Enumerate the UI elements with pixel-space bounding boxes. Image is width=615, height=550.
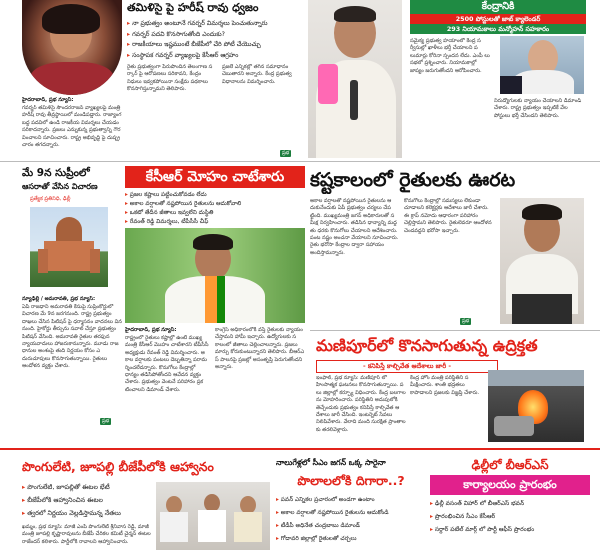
tamilisai-body-col2: రైతు ప్రభుత్వంగా పేరుపొందిన తెలంగాణ సర్కార్ పై ఆరోపణలు సరికావని, కేంద్రం నిధులు ఇవ్వకపోయినా సంక్షేమ పథకాలు కొనసాగిస్తున్నామని తెలిపారు. (127, 64, 213, 93)
sc-dateline: న్యూఢిల్లీ / అమరావతి, ప్రభ న్యూస్: (22, 296, 96, 302)
prabha-badge: ప్రభ (282, 150, 290, 156)
prabha-badge: ప్రభ (102, 418, 110, 424)
bullet-2: ▸ అకాల వర్షాలతో నష్టపోయిన రైతులను ఆదుకోవాలి (125, 200, 305, 209)
jagan-photo (500, 198, 584, 324)
bullet-2: ▸ ప్రారంభించిన సీఎం కేసీఆర్ (430, 510, 590, 523)
bullet-2: ▸ అకాల వర్షాలతో నష్టపోయిన రైతులను ఆదుకోండి (276, 507, 426, 520)
revanth-reddy-photo (125, 228, 305, 323)
bullet-1: ▸ పవన్ ఎన్నికల ప్రచారంలో అండగా ఉంటాం (276, 494, 426, 507)
bullet-3: ▸ త్వరలో నిర్ణయం వెల్లడిస్తామన్న నేతలు (22, 507, 152, 520)
bullet-1: ▸ నా ప్రభుత్వం అంటూనే గవర్నర్ విమర్శలు పెంచుతున్నారు (127, 19, 307, 30)
jagan-headline-1: నాలుగేళ్లలో సీఎం జగన్ ఒక్క సారైనా (276, 458, 386, 467)
ponguleti-meeting-photo (156, 482, 270, 550)
bullet-4: ▸ రేవంత్ రెడ్డి విమర్శలు, టీపీసీసీ చీఫ్ (125, 218, 305, 227)
ponguleti-headline: పొంగులేటి, జూపల్లి బీజేపీలోకి ఆహ్వానం (22, 459, 214, 474)
brs-headline-1: ఢిల్లీలో బీఆర్ఎస్ (471, 458, 549, 472)
bullet-1: ▸ ప్రజల కష్టాలు పట్టించుకోవడం లేదు (125, 191, 305, 200)
ponguleti-bullets (22, 481, 152, 520)
farmers-headline: కష్టకాలంలో రైతులకు ఊరట (310, 169, 516, 191)
bullet-4: ▸ సంస్థాపక గవర్నర్ వ్యాఖ్యలపై కేసీఆర్ ఆగ్రహం (127, 51, 307, 62)
sc-tag: ప్రత్యేక ప్రతినిధి, ఢిల్లీ (30, 196, 71, 202)
kcr-bullets (125, 191, 305, 227)
bullet-4: ▸ గోదావరి జిల్లాల్లో రైతులతో చర్చలు (276, 533, 426, 546)
ponguleti-body: ఖమ్మం, ప్రభ న్యూస్: మాజీ ఎంపీ పొంగులేటి శ్రీనివాస రెడ్డి, మాజీ మంత్రి జూపల్లి కృష్ణారావులను బీజేపీ చేరికల కమిటీ చైర్మన్ ఈటల రాజేందర్ కలిశారు. పార్టీలోకి రావాలని ఆహ్వానించారు. (22, 524, 151, 545)
manipur-body-col2: కేంద్ర హోం మంత్రి పరిస్థితిని సమీక్షించారు. శాంతి భద్రతలు కాపాడాలని ప్రజలకు విజ్ఞప్తి చేశారు. (410, 375, 480, 396)
sc-body: ఏపీ రాజధాని అమరావతి కేసుపై సుప్రీంకోర్టులో విచారణ మే 9న జరగనుంది. రాష్ట్ర ప్రభుత్వం దాఖలు చేసిన పిటిషన్ పై ధర్మాసనం వాదనలు విననుంది. హైకోర్టు తీర్పును సవాల్ చేస్తూ ప్రభుత్వం పిటిషన్ వేసింది. అమరావతి రైతుల తరఫున న్యాయవాదులు హాజరుకానున్నారు. మూడు రాజధానుల అంశంపై తుది నిర్ణయం కోసం ఎదురుచూపులు కొనసాగుతున్నాయి. రైతులు ఆందోళన వ్యక్తం చేశారు. (22, 304, 122, 370)
top-right-body-col1: సమైక్య ప్రభుత్వ హయాంలో కేంద్ర సర్వీసుల్లో ఖాళీలు భర్తీ చేయాలని పలుమార్లు కోరినా స్పందన లేదు. ఎంపీ లు సభలో ప్రశ్నించారు. నియామకాల్లో జాప్యం జరుగుతోందని ఆరోపించారు. (410, 38, 490, 74)
kcr-headline: కేసీఆర్ మోహం చాటేశారు (125, 166, 305, 188)
bullet-1: ▸ పొంగులేటి, జూపల్లితో ఈటల భేటీ (22, 481, 152, 494)
bullet-3: ▸ రాజకీయాలు ఇష్టముంటే బీజేపీలో చేరి పోటీ చేయొచ్చు (127, 40, 307, 51)
bullet-2: ▸ బీజేపీలోకి ఆహ్వానించిన ఈటల (22, 494, 152, 507)
top-right-body-col2: నిరుద్యోగులకు న్యాయం చేయాలని డిమాండ్ చేశారు. రాష్ట్ర ప్రభుత్వం ఇప్పటికే వేల పోస్టులు భర్తీ చేసిందని తెలిపారు. (494, 98, 582, 119)
jagan-bullets (276, 494, 426, 546)
sc-sub: ఆసరాతో వేసిన విచారణ (22, 182, 98, 191)
sc-headline: మే 9న సుప్రీంలో (22, 167, 90, 179)
brs-bullets (430, 497, 590, 536)
manipur-body-col1: ఇంఫాల్, ప్రభ న్యూస్: మణిపూర్ లో హింసాత్మక ఘటనలు కొనసాగుతున్నాయి. పలు జిల్లాల్లో కర్ఫ్యూ విధించారు. కేంద్ర బలగాలను మోహరించారు. పరిస్థితిని అదుపులోకి తెచ్చేందుకు ప్రభుత్వం కనిపిస్తే కాల్చివేత ఆదేశాలు జారీ చేసింది. ఇంటర్నెట్ సేవలు నిలిపివేశారు. వేలాది మంది సురక్షిత ప్రాంతాలకు తరలివెళ్లారు. (316, 375, 406, 433)
top-right-sub2: 293 నియామకాలు మన్మోహన్ సహకారం (410, 24, 586, 34)
brs-headline-2: కార్యాలయం ప్రారంభం (430, 475, 590, 495)
tamilisai-dateline: హైదరాబాద్, ప్రభ న్యూస్: (22, 97, 74, 103)
manipur-headline: మణిపూర్‌లో కొనసాగుతున్న ఉద్రిక్తత (316, 336, 538, 355)
tamilisai-photo (22, 0, 122, 95)
bullet-1: ▸ ఢిల్లీ వసంత్ విహార్ లో బీఆర్ఎస్ భవన్ (430, 497, 590, 510)
manipur-sub: - కనిపిస్తే కాల్చివేత ఆదేశాలు జారీ - (316, 360, 498, 373)
manipur-fire-photo (488, 370, 584, 442)
farmers-body-col2: కొనుగోలు కేంద్రాల్లో సమస్యలు లేకుండా చూడాలని కలెక్టర్లకు ఆదేశాలు జారీ చేశారు. ఈ క్రాప్ నమోదు ఆధారంగా పరిహారం చెల్లిస్తామని తెలిపారు. రైతులెవరూ ఆందోళన చెందవద్దని భరోసా ఇచ్చారు. (404, 198, 492, 234)
prabha-badge: ప్రభ (462, 318, 470, 324)
bullet-3: ▸ టీడీపీ అధినేత చంద్రబాబు డిమాండ్ (276, 520, 426, 533)
kcr-dateline: హైదరాబాద్, ప్రభ న్యూస్: (125, 327, 177, 333)
jagan-headline-2: పొలాలలోకి దిగారా..? (276, 470, 426, 492)
tamilisai-bullets (127, 19, 307, 61)
divider (0, 448, 600, 450)
divider (0, 161, 600, 162)
farmers-body-col1: అకాల వర్షాలతో నష్టపోయిన రైతులను ఆదుకునేందుకు ఏపీ ప్రభుత్వం చర్యలు చేపట్టింది. ముఖ్యమంత్రి జగన్ అధికారులతో సమీక్ష నిర్వహించారు. తడిసిన ధాన్యాన్ని మద్దతు ధరకు కొనుగోలు చేయాలని ఆదేశించారు. పంట నష్టం అంచనా వేయాలని సూచించారు. రైతు భరోసా కేంద్రాల ద్వారా సహాయం అందిస్తామన్నారు. (310, 198, 399, 256)
kcr-body-col1: రాష్ట్రంలో రైతులు కష్టాల్లో ఉంటే ముఖ్యమంత్రి కేసీఆర్ మొహం చాటేశారని టీపీసీసీ అధ్యక్షుడు రేవంత్ రెడ్డి విమర్శించారు. అకాల వర్షాలకు పంటలు దెబ్బతిన్నా పరామర్శించలేదన్నారు. కొనుగోలు కేంద్రాల్లో ధాన్యం తడిసిపోతోందని ఆవేదన వ్యక్తం చేశారు. ప్రభుత్వం వెంటనే పరిహారం ప్రకటించాలని డిమాండ్ చేశారు. (125, 335, 209, 393)
top-right-sub1: 2500 పోస్టులతో జాబ్ క్యాలెండర్ (410, 14, 586, 24)
supreme-court-photo (30, 207, 108, 287)
tamilisai-body-col3: ప్రజలే ఎన్నికల్లో తగిన సమాధానం చెబుతారని అన్నారు. కేంద్ర ప్రభుత్వ విధానాలను విమర్శించారు. (222, 64, 292, 85)
kcr-body-col2: కాంగ్రెస్ అధికారంలోకి వస్తే రైతులకు న్యాయం చేస్తామని హామీ ఇచ్చారు. ఉద్యోగులకు సకాలంలో జీతాలు చెల్లించాలన్నారు. ప్రజలు మార్పు కోరుకుంటున్నారని తెలిపారు. బీఆర్ఎస్ పాలనపై ప్రజల్లో అసంతృప్తి పెరుగుతోందని అన్నారు. (215, 327, 305, 371)
top-right-banner: కేంద్రానికి (410, 0, 586, 14)
tamilisai-body-col1: గవర్నర్ తమిళిసై సౌందరరాజన్ వ్యాఖ్యలపై మంత్రి హరీష్ రావు తీవ్రస్థాయిలో మండిపడ్డారు. రాజ్యాంగబద్ధ పదవిలో ఉండి రాజకీయ విమర్శలు చేయడం సరికాదన్నారు. ప్రజలు ఎన్నుకున్న ప్రభుత్వాన్ని గౌరవించాలని సూచించారు. రాష్ట్ర అభివృద్ధి పై దుష్ప్రచారం తగదన్నారు. (22, 105, 122, 149)
bullet-3: ▸ సర్దార్ పటేల్ మార్గ్ లో పార్టీ ఆఫీస్ ప్రారంభం (430, 523, 590, 536)
divider (310, 330, 600, 331)
harish-rao-photo (308, 0, 402, 158)
tamilisai-headline: తమిళిసై పై హరీష్ రావు ధ్వజం (127, 1, 259, 14)
bullet-2: ▸ గవర్నర్ పదవి కొనసాగుతోంది ఎందుకు? (127, 30, 307, 41)
bullet-3: ▸ ఒకటో తేదీన జీతాలు ఇవ్వలేని దుస్థితి (125, 209, 305, 218)
minister-photo (500, 36, 584, 94)
